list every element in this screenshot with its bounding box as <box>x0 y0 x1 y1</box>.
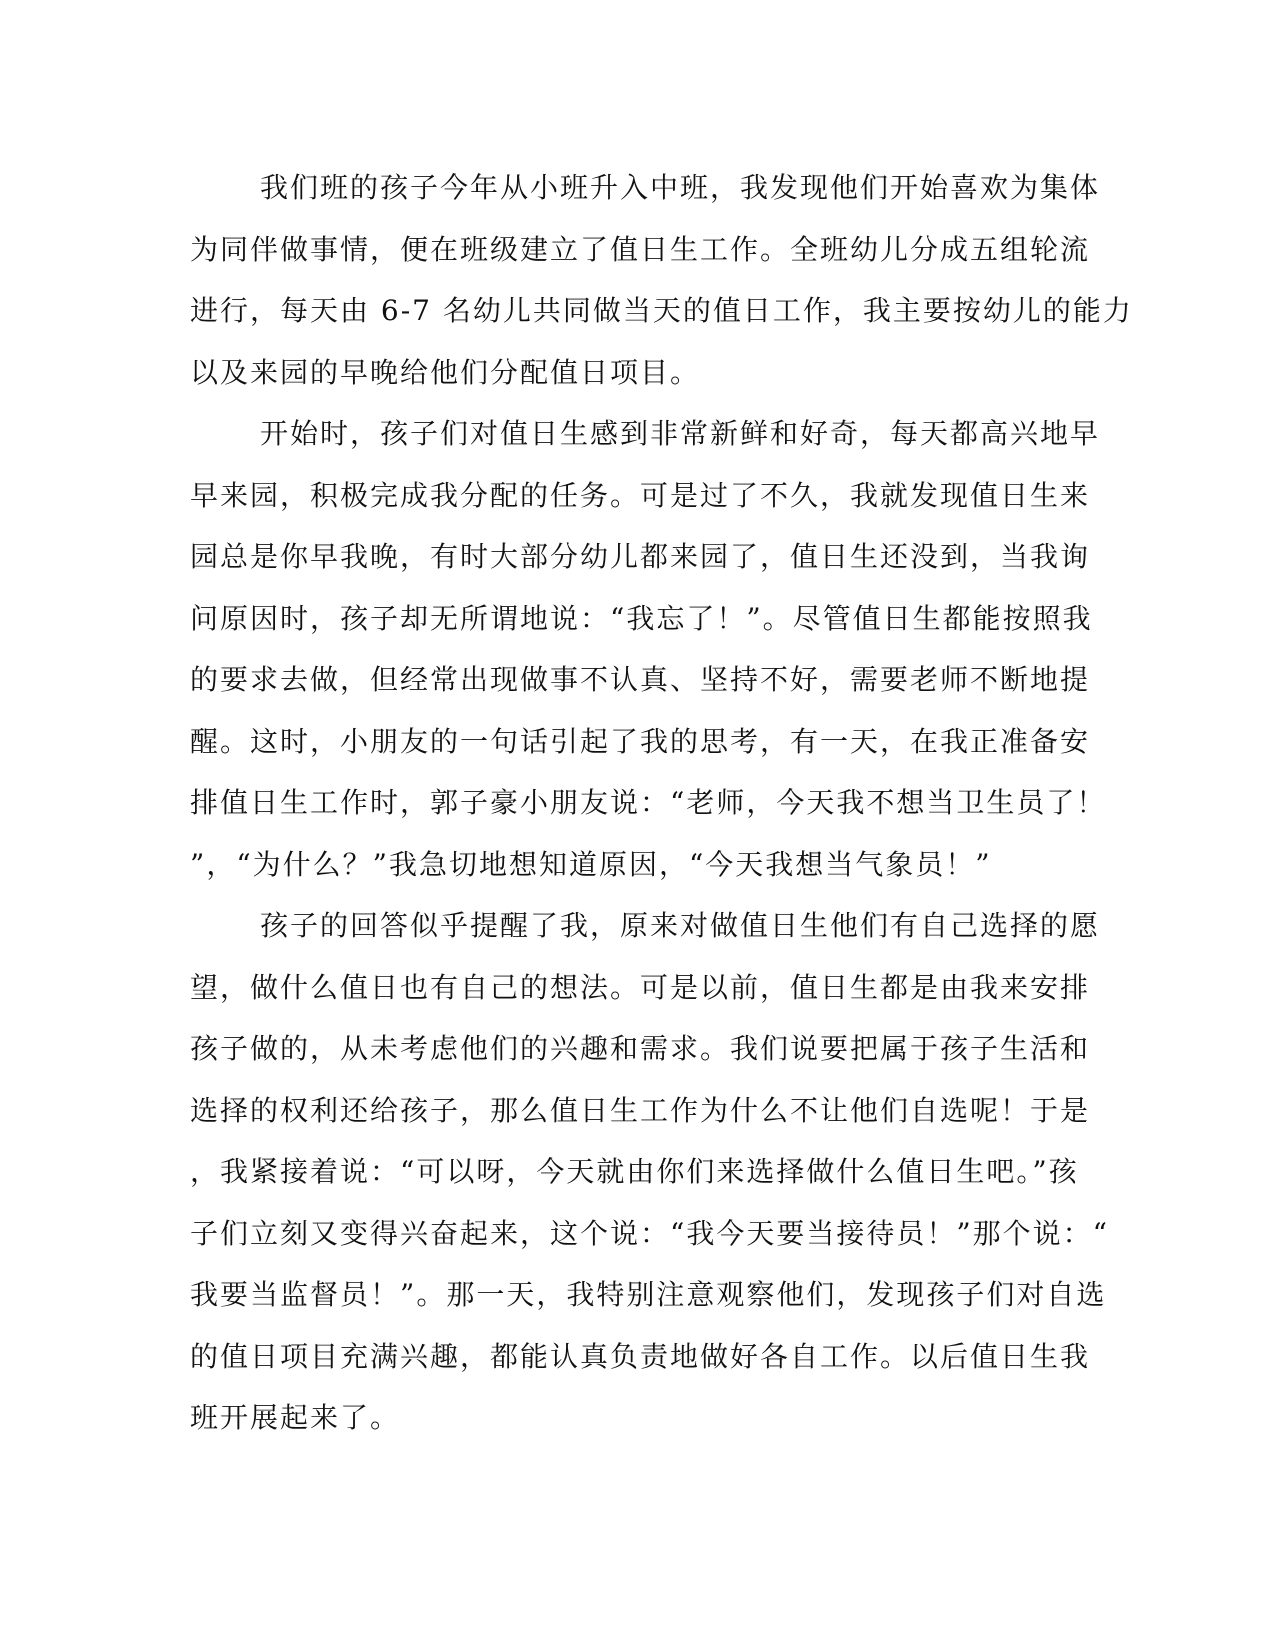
text-line: 排值日生工作时，郭子豪小朋友说：“老师，今天我不想当卫生员了！ <box>190 786 1107 819</box>
paragraph-1 <box>190 157 1133 403</box>
paragraph-2 <box>190 403 1107 895</box>
text-line: 望，做什么值日也有自己的想法。可是以前，值日生都是由我来安排 <box>190 970 1091 1004</box>
text-line: 子们立刻又变得兴奋起来，这个说：“我今天要当接待员！”那个说：“ <box>190 1216 1109 1250</box>
text-line: 班开展起来了。 <box>190 1401 401 1434</box>
text-line: 问原因时，孩子却无所谓地说：“我忘了！”。尽管值日生都能按照我 <box>190 601 1093 635</box>
text-line: ，我紧接着说：“可以呀，今天就由你们来选择做什么值日生吧。”孩 <box>190 1155 1079 1188</box>
text-line: 选择的权利还给孩子，那么值日生工作为什么不让他们自选呢！于是 <box>190 1093 1091 1127</box>
text-line: 的要求去做，但经常出现做事不认真、坚持不好，需要老师不断地提 <box>190 663 1091 696</box>
text-line: 醒。这时，小朋友的一句话引起了我的思考，有一天，在我正准备安 <box>190 724 1091 758</box>
text-line: 以及来园的早晚给他们分配值日项目。 <box>190 355 701 389</box>
text-line: 进行，每天由 6-7 名幼儿共同做当天的值日工作，我主要按幼儿的能力 <box>190 294 1133 327</box>
text-line: 我要当监督员！”。那一天，我特别注意观察他们，发现孩子们对自选 <box>190 1278 1107 1311</box>
document-body <box>190 157 1133 1449</box>
text-line: 园总是你早我晚，有时大部分幼儿都来园了，值日生还没到，当我询 <box>190 540 1091 573</box>
text-line: 早来园，积极完成我分配的任务。可是过了不久，我就发现值日生来 <box>190 478 1091 512</box>
text-line: 的值日项目充满兴趣，都能认真负责地做好各自工作。以后值日生我 <box>190 1339 1091 1373</box>
text-line: 我们班的孩子今年从小班升入中班，我发现他们开始喜欢为集体 <box>260 171 1101 204</box>
paragraph-3 <box>190 895 1109 1449</box>
text-line: ”，“为什么？”我急切地想知道原因，“今天我想当气象员！” <box>190 847 992 881</box>
text-line: 开始时，孩子们对值日生感到非常新鲜和好奇，每天都高兴地早 <box>260 417 1101 450</box>
text-line: 为同伴做事情，便在班级建立了值日生工作。全班幼儿分成五组轮流 <box>190 232 1091 266</box>
text-line: 孩子做的，从未考虑他们的兴趣和需求。我们说要把属于孩子生活和 <box>190 1032 1091 1065</box>
text-line: 孩子的回答似乎提醒了我，原来对做值日生他们有自己选择的愿 <box>260 909 1101 942</box>
